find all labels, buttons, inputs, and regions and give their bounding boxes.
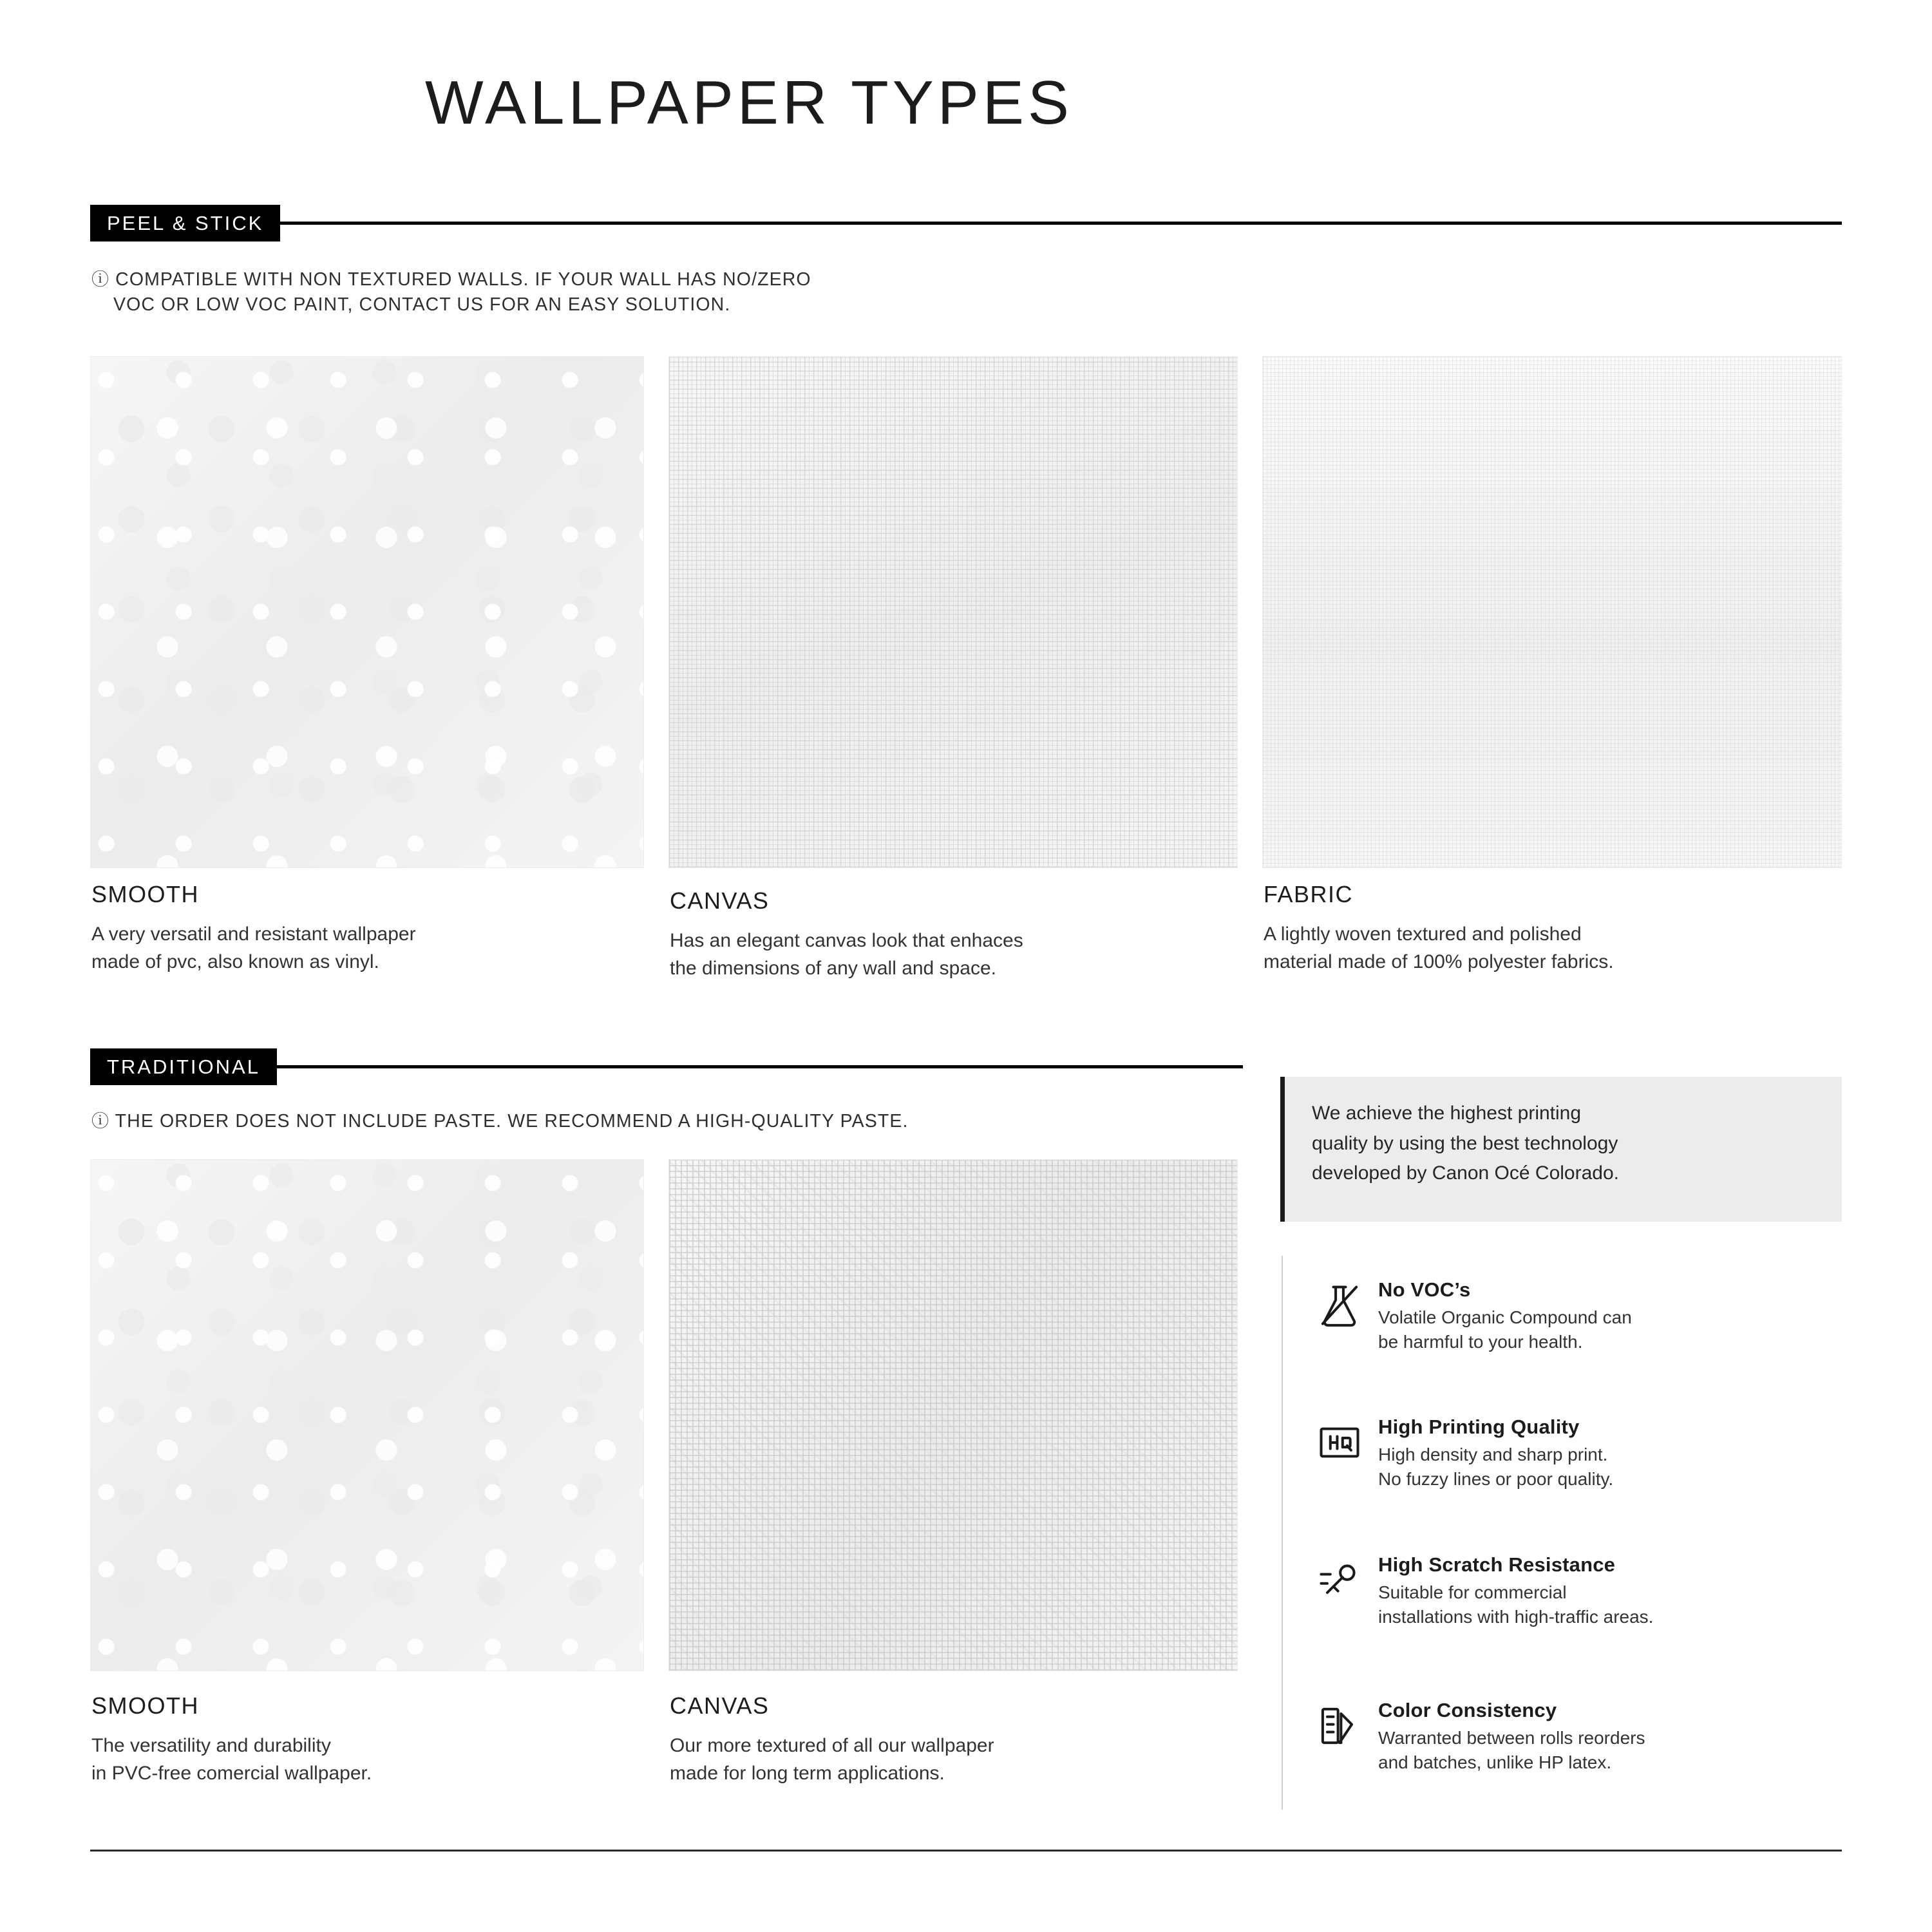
section-note-line-1: THE ORDER DOES NOT INCLUDE PASTE. WE RECOMMEND A HIGH-QUALITY PASTE. — [115, 1111, 909, 1132]
quote-line-1: We achieve the highest printing — [1312, 1103, 1582, 1124]
card-desc-line-1: Our more textured of all our wallpaper — [670, 1735, 994, 1756]
section-note-line-2: VOC OR LOW VOC PAINT, CONTACT US FOR AN EASY SOLUTION. — [113, 294, 731, 316]
quote-line-2: quality by using the best technology — [1312, 1132, 1618, 1154]
info-icon: ⓘ — [91, 270, 110, 289]
feature-desc-line-1: Warranted between rolls reorders — [1378, 1728, 1645, 1748]
feature-title: High Scratch Resistance — [1378, 1553, 1616, 1576]
quality-quote — [1280, 1077, 1842, 1222]
card-desc-peel-canvas — [670, 927, 1249, 982]
feature-desc — [1378, 1726, 1645, 1775]
feature-high-printing-quality — [1307, 1416, 1848, 1492]
card-desc-line-2: made of pvc, also known as vinyl. — [91, 951, 379, 972]
swatch-peel-canvas — [668, 356, 1238, 868]
feature-desc-line-1: High density and sharp print. — [1378, 1444, 1608, 1464]
card-desc-line-2: material made of 100% polyester fabrics. — [1264, 951, 1614, 972]
section-header-traditional — [90, 1048, 1243, 1085]
swatch-peel-fabric — [1262, 356, 1842, 868]
feature-no-voc — [1307, 1278, 1848, 1354]
card-title-peel-canvas: CANVAS — [670, 887, 770, 914]
feature-text — [1372, 1699, 1645, 1775]
info-icon: ⓘ — [91, 1112, 110, 1131]
card-title-peel-smooth: SMOOTH — [91, 881, 199, 907]
section-note-peel-stick — [91, 267, 1186, 318]
card-title-traditional-canvas: CANVAS — [670, 1692, 770, 1719]
swatch-traditional-canvas — [668, 1159, 1238, 1671]
feature-desc — [1378, 1305, 1632, 1354]
swatch-peel-smooth — [90, 356, 644, 868]
card-desc-line-2: in PVC-free comercial wallpaper. — [91, 1762, 372, 1784]
section-tag-peel-stick: PEEL & STICK — [90, 205, 280, 242]
page-title: WALLPAPER TYPES — [425, 68, 1073, 137]
feature-text — [1372, 1416, 1613, 1492]
card-desc-traditional-canvas — [670, 1732, 1249, 1787]
section-note-traditional — [91, 1109, 1225, 1134]
section-rule — [277, 1065, 1243, 1068]
footer-divider — [90, 1850, 1842, 1852]
quote-line-3: developed by Canon Océ Colorado. — [1312, 1162, 1619, 1184]
feature-desc — [1378, 1580, 1653, 1629]
feature-desc-line-2: and batches, unlike HP latex. — [1378, 1752, 1612, 1772]
color-consistency-icon — [1307, 1699, 1372, 1750]
scratch-resistance-icon — [1307, 1553, 1372, 1605]
no-voc-icon — [1307, 1278, 1372, 1330]
feature-title: Color Consistency — [1378, 1699, 1557, 1721]
feature-desc-line-2: be harmful to your health. — [1378, 1331, 1583, 1352]
feature-desc-line-2: No fuzzy lines or poor quality. — [1378, 1468, 1614, 1489]
card-desc-line-1: Has an elegant canvas look that enhaces — [670, 930, 1023, 951]
card-desc-line-1: The versatility and durability — [91, 1735, 331, 1756]
feature-desc — [1378, 1443, 1613, 1492]
feature-title: High Printing Quality — [1378, 1416, 1580, 1438]
card-desc-line-1: A lightly woven textured and polished — [1264, 923, 1582, 945]
feature-title: No VOC’s — [1378, 1278, 1471, 1301]
feature-desc-line-2: installations with high-traffic areas. — [1378, 1606, 1654, 1627]
section-header-peel-stick — [90, 205, 1842, 242]
card-title-peel-fabric: FABRIC — [1264, 881, 1354, 907]
card-desc-peel-smooth — [91, 921, 658, 976]
card-title-traditional-smooth: SMOOTH — [91, 1692, 199, 1719]
feature-divider — [1282, 1256, 1283, 1810]
swatch-traditional-smooth — [90, 1159, 644, 1671]
feature-text — [1372, 1553, 1653, 1629]
feature-color-consistency — [1307, 1699, 1848, 1775]
card-desc-line-1: A very versatil and resistant wallpaper — [91, 923, 416, 945]
card-desc-line-2: made for long term applications. — [670, 1762, 945, 1784]
feature-desc-line-1: Volatile Organic Compound can — [1378, 1307, 1632, 1327]
section-rule — [280, 222, 1842, 225]
high-printing-quality-icon — [1307, 1416, 1372, 1467]
feature-desc-line-1: Suitable for commercial — [1378, 1582, 1567, 1602]
section-tag-traditional: TRADITIONAL — [90, 1048, 277, 1085]
feature-text — [1372, 1278, 1632, 1354]
card-desc-traditional-smooth — [91, 1732, 658, 1787]
feature-scratch-resistance — [1307, 1553, 1848, 1629]
section-note-line-1: COMPATIBLE WITH NON TEXTURED WALLS. IF YOUR WALL HAS NO/ZERO — [115, 269, 811, 290]
card-desc-peel-fabric — [1264, 921, 1856, 976]
card-desc-line-2: the dimensions of any wall and space. — [670, 957, 996, 979]
